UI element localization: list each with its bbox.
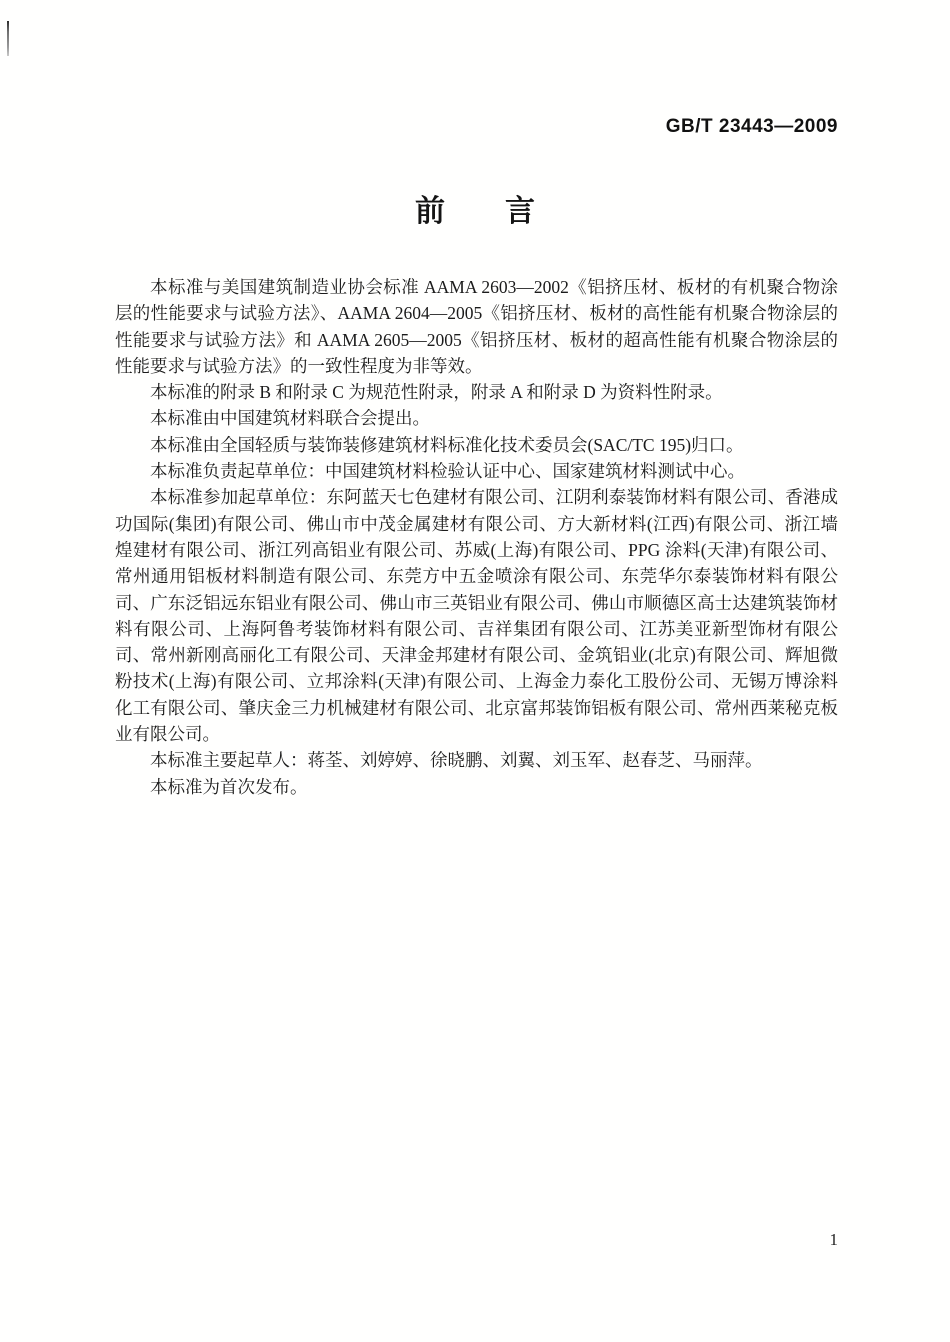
paragraph-annexes: 本标准的附录 B 和附录 C 为规范性附录，附录 A 和附录 D 为资料性附录。 [150, 382, 723, 403]
standard-code-header: GB/T 23443—2009 [665, 116, 838, 137]
foreword-body [115, 274, 838, 800]
page-title: 前 言 [415, 195, 535, 228]
paragraph-proposed-by: 本标准由中国建筑材料联合会提出。 [150, 408, 430, 429]
page-number: 1 [829, 1230, 838, 1249]
paragraph-scope-conformity: 本标准与美国建筑制造业协会标准 AAMA 2603—2002《铝挤压材、板材的有机聚合物涂层的性能要求与试验方法》、AAMA 2604—2005《铝挤压材、板材的高性能有机聚合物涂层的性能要求与试验方法》和 AAMA 2605—2005《铝挤压材、板材的超高性能有机聚合物涂层的性能要求与试验方法》的一致性程度为非等效。 [115, 277, 838, 376]
paragraph-first-issue: 本标准为首次发布。 [150, 776, 308, 797]
scan-artifact-line [7, 21, 9, 56]
paragraph-main-drafters: 本标准主要起草人：蒋荃、刘婷婷、徐晓鹏、刘翼、刘玉军、赵春芝、马丽萍。 [150, 750, 763, 771]
paragraph-under-jurisdiction: 本标准由全国轻质与装饰装修建筑材料标准化技术委员会(SAC/TC 195)归口。 [150, 434, 744, 455]
paragraph-responsible-drafting-units: 本标准负责起草单位：中国建筑材料检验认证中心、国家建筑材料测试中心。 [150, 461, 745, 482]
paragraph-participating-drafting-units: 本标准参加起草单位：东阿蓝天七色建材有限公司、江阴利泰装饰材料有限公司、香港成功国际(集团)有限公司、佛山市中茂金属建材有限公司、方大新材料(江西)有限公司、浙江墙煌建材有限公司、浙江列高铝业有限公司、苏威(上海)有限公司、PPG 涂料(天津)有限公司、常州通用铝板材料制造有限公司、东莞方中五金喷涂有限公司、东莞华尔泰装饰材料有限公司、广东泛铝远东铝业有限公司、佛山市三英铝业有限公司、佛山市顺德区高士达建筑装饰材料有限公司、上海阿鲁考装饰材料有限公司、吉祥集团有限公司、江苏美亚新型饰材有限公司、常州新刚高丽化工有限公司、天津金邦建材有限公司、金筑铝业(北京)有限公司、辉旭微粉技术(上海)有限公司、立邦涂料(天津)有限公司、上海金力泰化工股份公司、无锡万博涂料化工有限公司、肇庆金三力机械建材有限公司、北京富邦装饰铝板有限公司、常州西莱秘克板业有限公司。 [115, 487, 838, 745]
